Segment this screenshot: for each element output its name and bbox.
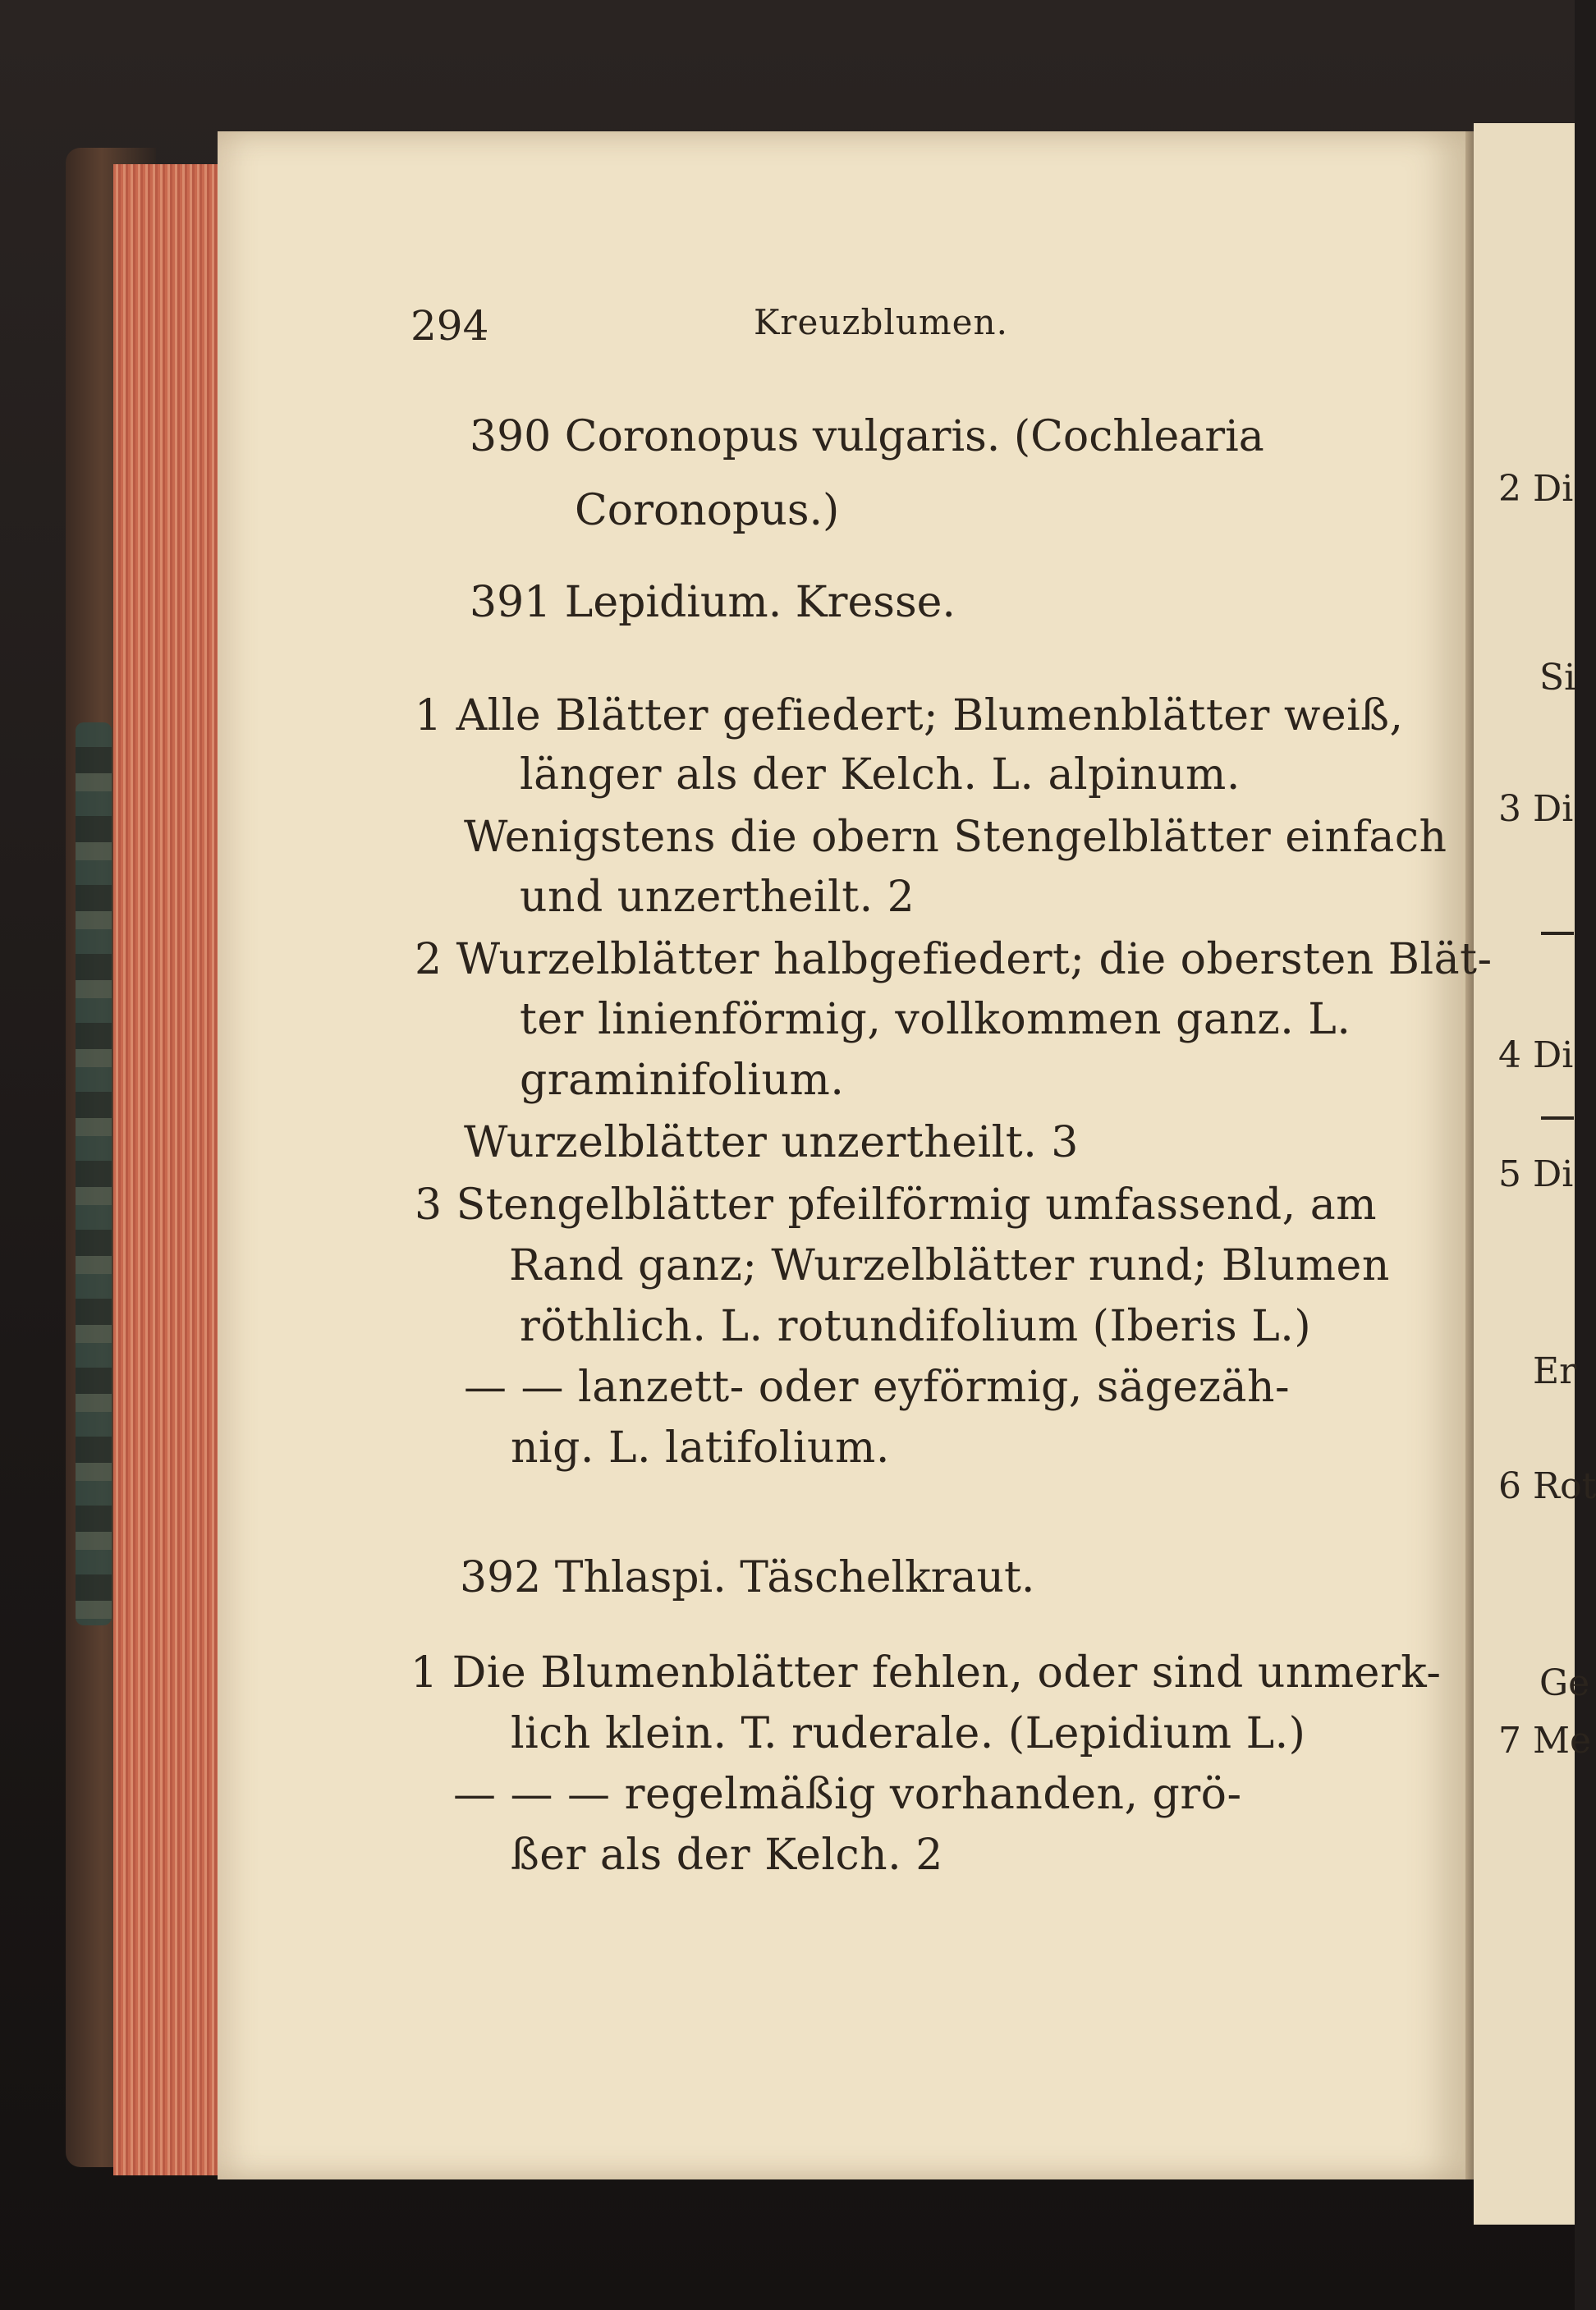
facing-fragment: Er xyxy=(1533,1350,1577,1392)
entry-392-heading: 392 Thlaspi. Täschelkraut. xyxy=(460,1553,1035,1602)
facing-page xyxy=(1474,123,1596,2225)
key-2-line-3: graminifolium. xyxy=(520,1056,845,1105)
page-number: 294 xyxy=(410,302,489,350)
facing-fragment: Ge xyxy=(1539,1662,1590,1704)
thlaspi-key-1-line-2: lich klein. T. ruderale. (Lepidium L.) xyxy=(511,1709,1306,1758)
entry-390-line-1: 390 Coronopus vulgaris. (Cochlearia xyxy=(470,412,1264,461)
book-gutter xyxy=(1465,131,1474,2179)
running-title: Kreuzblumen. xyxy=(754,302,1008,342)
facing-dash xyxy=(1541,1116,1574,1120)
facing-fragment: 7 Me xyxy=(1498,1720,1592,1762)
key-1-line-1: 1 Alle Blätter gefiedert; Blumenblätter weiß, xyxy=(415,691,1404,740)
key-3-line-1: 3 Stengelblätter pfeilförmig umfassend, am xyxy=(415,1180,1378,1230)
thlaspi-key-1b-line-2: ßer als der Kelch. 2 xyxy=(511,1831,943,1880)
facing-fragment: 3 Di xyxy=(1498,788,1574,830)
marbled-cover-pattern xyxy=(76,722,112,1625)
facing-fragment: 2 Di xyxy=(1498,468,1574,510)
thlaspi-key-1b-line-1: — — — regelmäßig vorhanden, grö- xyxy=(453,1770,1242,1819)
key-3b-line-1: — — lanzett- oder eyförmig, sägezäh- xyxy=(464,1363,1291,1412)
key-2-line-2: ter linienförmig, vollkommen ganz. L. xyxy=(520,995,1351,1044)
key-3-line-2: Rand ganz; Wurzelblätter rund; Blumen xyxy=(509,1241,1390,1290)
facing-dash xyxy=(1541,932,1574,935)
key-1b-line-1: Wenigstens die obern Stengelblätter einfach xyxy=(464,813,1447,862)
key-3b-line-2: nig. L. latifolium. xyxy=(511,1423,890,1473)
facing-fragment: Si xyxy=(1539,657,1576,699)
key-1b-line-2: und unzertheilt. 2 xyxy=(520,873,915,922)
facing-fragment: 4 Di xyxy=(1498,1034,1574,1076)
facing-fragment: 6 Rot xyxy=(1498,1465,1596,1507)
entry-391-heading: 391 Lepidium. Kresse. xyxy=(470,578,956,627)
key-3-line-3: röthlich. L. rotundifolium (Iberis L.) xyxy=(520,1302,1312,1351)
key-2b-line-1: Wurzelblätter unzertheilt. 3 xyxy=(464,1118,1079,1167)
entry-390-line-2: Coronopus.) xyxy=(575,486,840,535)
key-2-line-1: 2 Wurzelblätter halbgefiedert; die obersten Blät- xyxy=(415,935,1493,984)
facing-fragment: 5 Di xyxy=(1498,1153,1574,1195)
key-1-line-2: länger als der Kelch. L. alpinum. xyxy=(520,750,1241,800)
thlaspi-key-1-line-1: 1 Die Blumenblätter fehlen, oder sind unmerk- xyxy=(410,1648,1442,1698)
